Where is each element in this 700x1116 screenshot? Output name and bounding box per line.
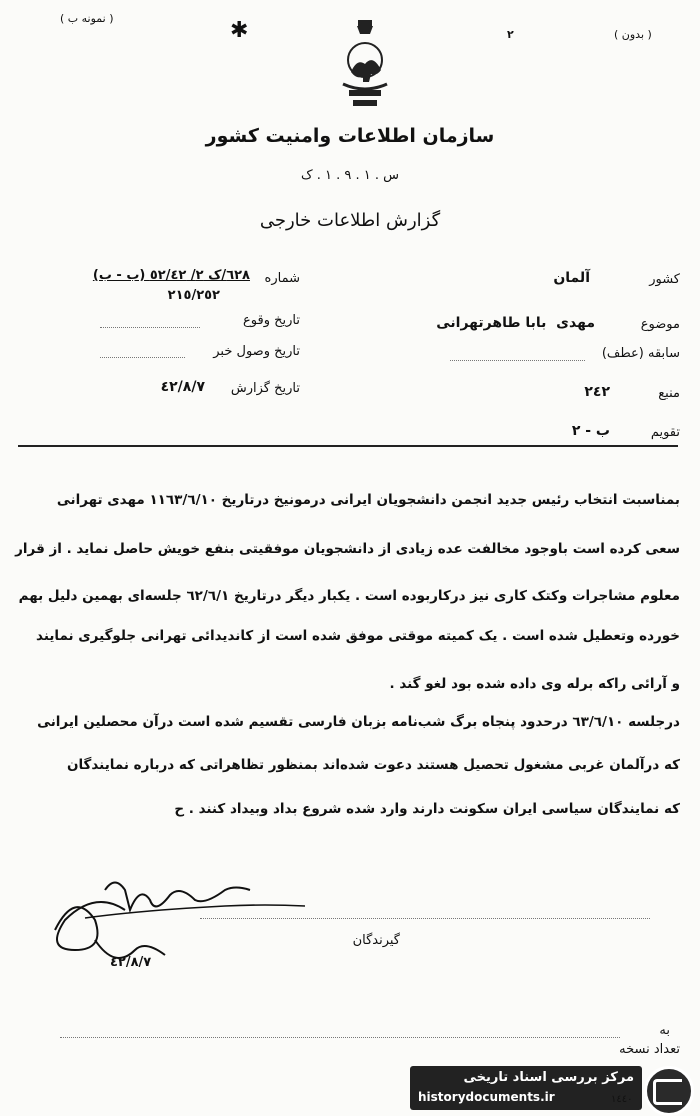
- received-date-label: تاریخ وصول خبر: [213, 344, 300, 359]
- body-line: خورده وتعطیل شده است . یک کمیته موقتی موفق شده است از کاندیدائی تهرانی جلوگیری نمایند: [36, 628, 680, 644]
- record-label: سابقه (عطف): [601, 346, 680, 361]
- number-label: شماره: [264, 271, 300, 286]
- body-line: سعی کرده است باوجود مخالفت عده زیادی از دانشجویان موفقیتی بنفع خویش حاصل نماید . از قرار: [15, 541, 680, 557]
- to-label: به: [659, 1023, 670, 1038]
- country-value: آلمان: [553, 270, 590, 286]
- watermark-box: [410, 1066, 642, 1110]
- watermark-number: ١٤٤٠: [611, 1094, 633, 1105]
- no-stamp-label: ( بدون ): [614, 28, 652, 41]
- watermark-url: historydocuments.ir: [418, 1090, 555, 1104]
- lion-and-sun-emblem-icon: [335, 20, 395, 108]
- report-date-value: ٤٢/٨/٧: [160, 379, 205, 395]
- recipients-label: گیرندگان: [352, 933, 400, 948]
- body-line: معلوم مشاجرات وکتک کاری نیز درکاربوده است . یکبار دیگر درتاریخ ٦٢/٦/١ جلسه‌ای بهمین دلیل بهم: [18, 588, 680, 604]
- to-line: [60, 1037, 620, 1038]
- rating-value: ب - ٢: [571, 423, 610, 439]
- body-line: درجلسه ٦٣/٦/١٠ درحدود پنجاه برگ شب‌نامه بزبان فارسی تقسیم شده است درآن محصلین ایرانی: [37, 714, 680, 730]
- subject-value: مهدی ‌ بابا طاهرتهرانی: [436, 315, 595, 331]
- handwritten-signature: [45, 870, 315, 980]
- ink-mark: ✱: [230, 18, 249, 43]
- event-date-label: تاریخ وقوع: [243, 313, 300, 328]
- rating-label: تقویم: [650, 425, 680, 440]
- organization-name: سازمان اطلاعات وامنیت کشور: [205, 125, 495, 147]
- received-date-blank-line: [100, 357, 185, 358]
- separator-rule: [18, 445, 678, 447]
- event-date-blank-line: [100, 327, 200, 328]
- subject-label: موضوع: [640, 317, 680, 332]
- body-line: بمناسبت انتخاب رئیس جدید انجمن دانشجویان ایرانی درمونیخ درتاریخ ١١٦٣/٦/١٠ مهدی تهرانی: [56, 492, 680, 508]
- body-line: که نمایندگان سیاسی ایران سکونت دارند وارد شده شروع بداد وبیداد کنند . ح: [174, 801, 680, 817]
- report-date-label: تاریخ گزارش: [230, 381, 300, 396]
- copies-label: تعداد نسخه: [619, 1042, 680, 1057]
- reference-code: س . ۱ . ۹ . ۱ . ک: [300, 168, 400, 183]
- archive-logo-icon: [644, 1066, 694, 1116]
- source-value: ٢٤٢: [584, 384, 610, 400]
- record-blank-line: [450, 360, 585, 361]
- body-line: و آرائی راکه برله وی داده شده بود لغو گند .: [389, 676, 680, 692]
- recipients-line: [200, 918, 650, 919]
- number-value: ٦٢٨/ک ٢/ ٥٢/٤٢ (ب - ب): [92, 268, 250, 283]
- country-label: کشور: [649, 272, 680, 287]
- report-title: گزارش اطلاعات خارجی: [259, 210, 441, 231]
- body-line: که درآلمان غربی مشغول تحصیل هستند دعوت شده‌اند بمنظور تظاهراتی که درباره نمایندگان: [66, 757, 680, 773]
- source-label: منبع: [658, 386, 680, 401]
- sample-label: ( نمونه ب ): [60, 12, 114, 25]
- page-mark: ٢: [507, 28, 514, 41]
- handwritten-date-note: ٤٢/٨/٧: [110, 955, 152, 970]
- number-value-secondary: ٢١٥/٢٥٢: [167, 288, 220, 303]
- watermark-title: مرکز بررسی اسناد تاریخی: [463, 1070, 634, 1085]
